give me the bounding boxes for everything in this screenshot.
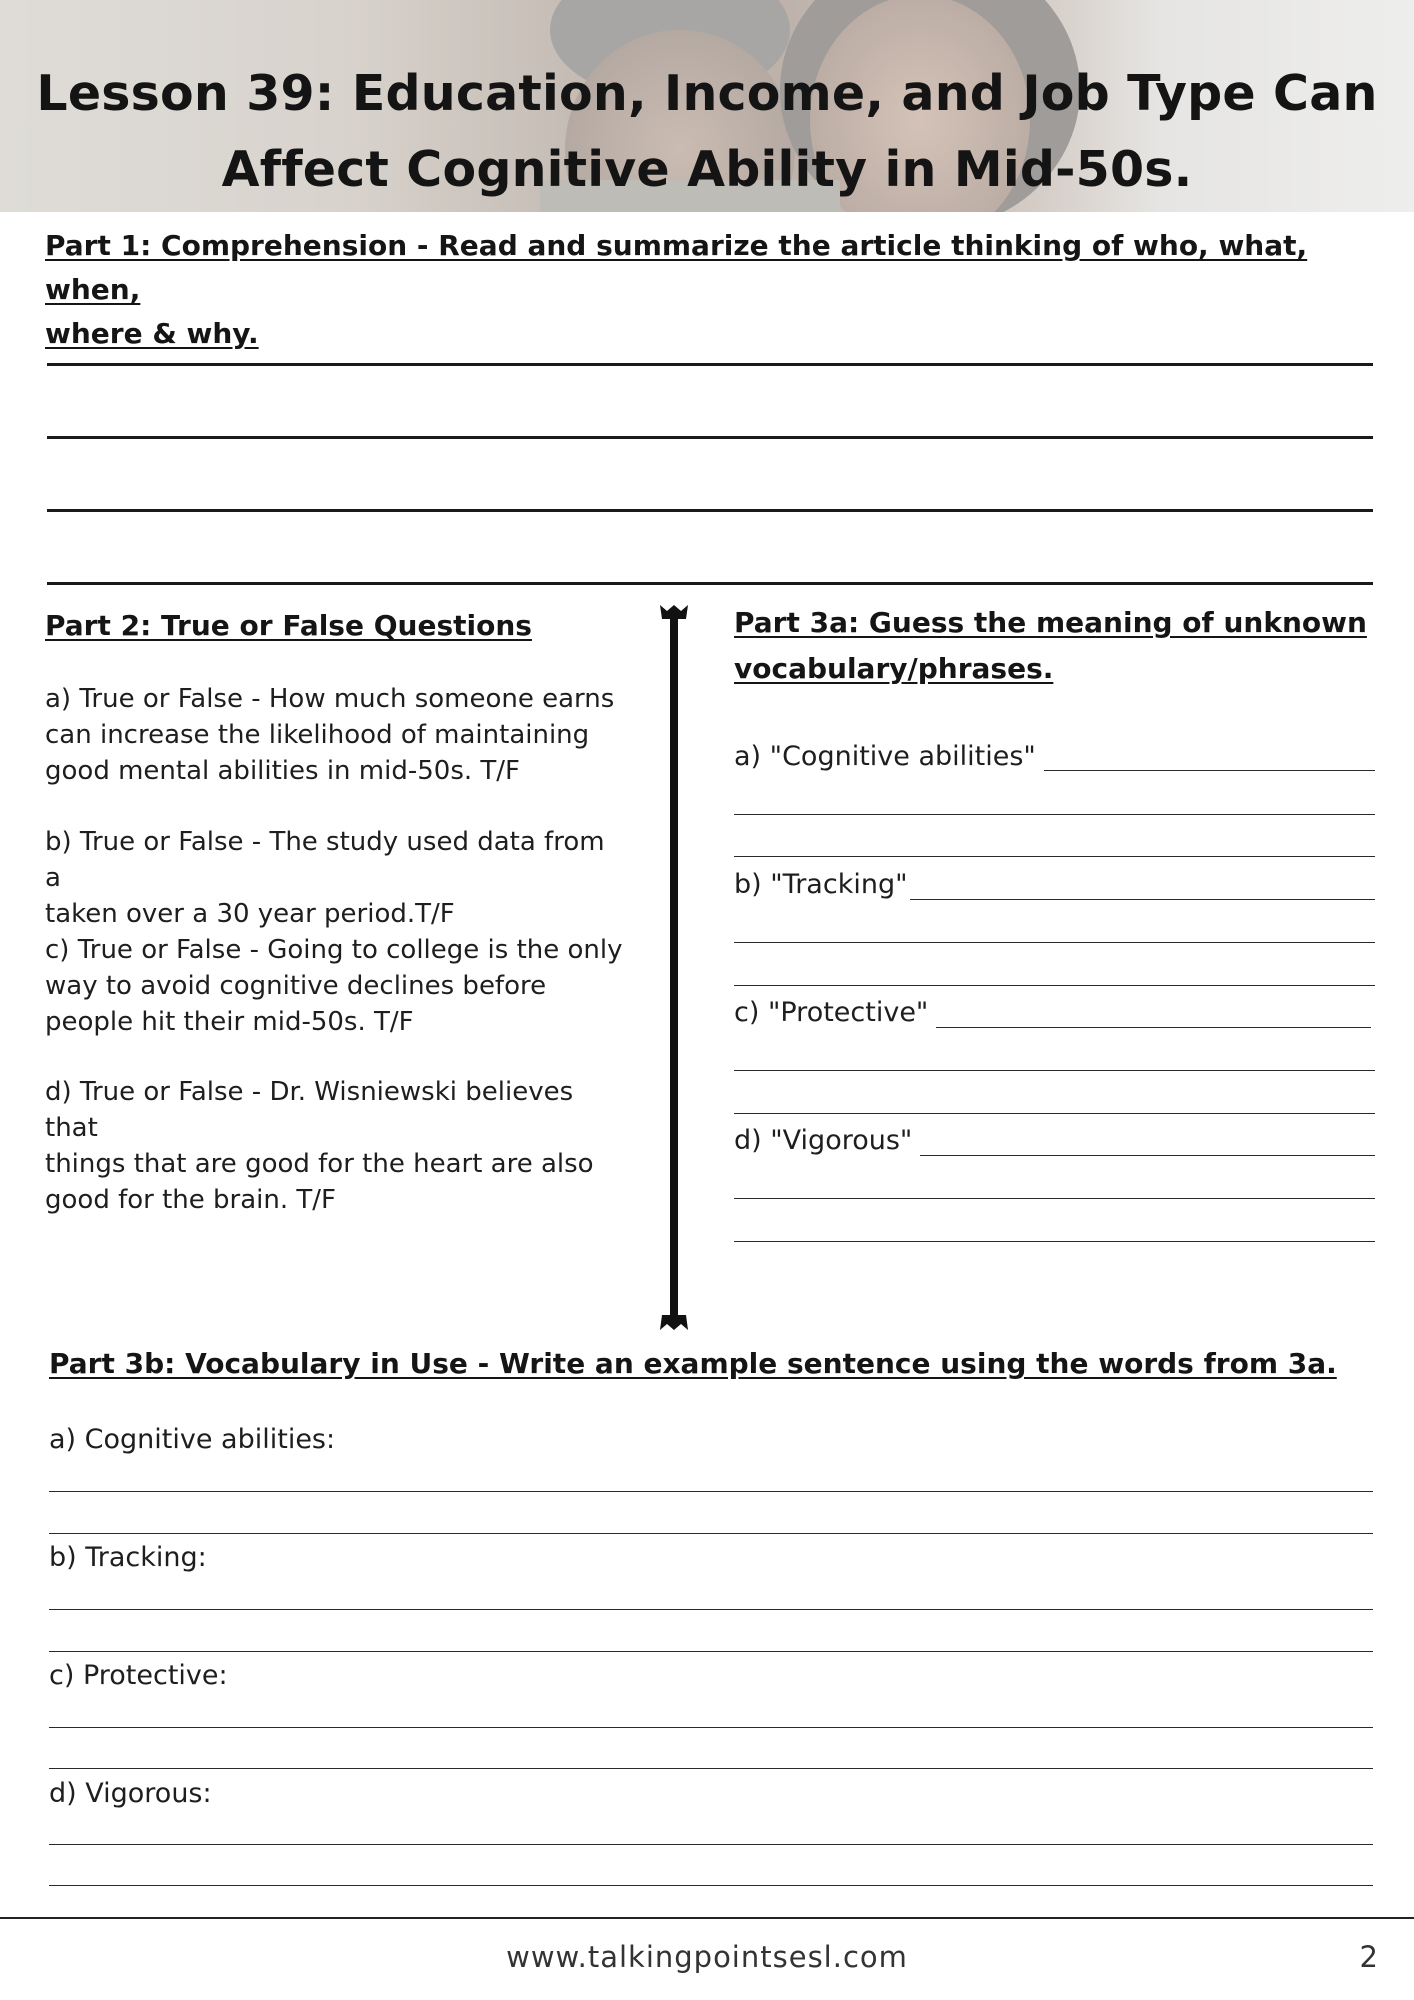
question-text: good mental abilities in mid-50s. T/F: [45, 756, 520, 786]
question-text: way to avoid cognitive declines before: [45, 971, 547, 1001]
answer-line[interactable]: [49, 1844, 1373, 1845]
vocab-sentence-label: b) Tracking:: [49, 1540, 215, 1576]
question-text: a) True or False - How much someone earns: [45, 684, 615, 714]
part1-heading-line-1: Part 1: Comprehension - Read and summarize the article thinking of who, what, when,: [45, 229, 1308, 306]
answer-line[interactable]: [47, 582, 1373, 585]
true-false-question: [45, 824, 625, 932]
page-number: 2: [1359, 1940, 1378, 1974]
part3b-heading: Part 3b: Vocabulary in Use - Write an example sentence using the words from 3a.: [49, 1347, 1337, 1380]
answer-line[interactable]: [734, 1070, 1375, 1071]
vocab-sentence-label: c) Protective:: [49, 1658, 236, 1694]
question-text: good for the brain. T/F: [45, 1185, 336, 1215]
vocab-guess-item: a) "Cognitive abilities": [734, 739, 1044, 775]
answer-line[interactable]: [49, 1491, 1373, 1492]
question-text: people hit their mid-50s. T/F: [45, 1007, 414, 1037]
answer-line[interactable]: [47, 509, 1373, 512]
part2-heading: Part 2: True or False Questions: [45, 609, 532, 642]
true-false-question: [45, 1074, 625, 1218]
vocab-guess-item: d) "Vigorous": [734, 1123, 920, 1159]
vocab-guess-item: c) "Protective": [734, 995, 936, 1031]
true-false-question: [45, 932, 625, 1040]
answer-line[interactable]: [49, 1651, 1373, 1652]
answer-line[interactable]: [49, 1609, 1373, 1610]
part1-heading: [45, 224, 1385, 356]
part3a-heading: [734, 600, 1394, 692]
answer-line[interactable]: [47, 436, 1373, 439]
answer-line[interactable]: [734, 856, 1375, 857]
answer-line[interactable]: [49, 1533, 1373, 1534]
true-false-question: [45, 681, 625, 789]
answer-line[interactable]: [47, 363, 1373, 366]
part3a-heading-line-1: Part 3a: Guess the meaning of unknown: [734, 606, 1367, 639]
answer-line[interactable]: [49, 1885, 1373, 1886]
page-title-line-2: Affect Cognitive Ability in Mid-50s.: [221, 141, 1193, 198]
answer-line[interactable]: [734, 1198, 1375, 1199]
vocab-sentence-label: d) Vigorous:: [49, 1776, 220, 1812]
question-text: b) True or False - The study used data from a: [45, 827, 605, 893]
question-text: can increase the likelihood of maintaining: [45, 720, 590, 750]
answer-line[interactable]: [49, 1768, 1373, 1769]
answer-line[interactable]: [734, 985, 1375, 986]
footer-url: www.talkingpointsesl.com: [506, 1940, 908, 1974]
column-divider: [650, 605, 698, 1330]
part3a-heading-line-2: vocabulary/phrases.: [734, 652, 1054, 685]
page-title: [0, 56, 1414, 208]
question-text: things that are good for the heart are also: [45, 1149, 594, 1179]
question-text: c) True or False - Going to college is the only: [45, 935, 623, 965]
answer-line[interactable]: [734, 1241, 1375, 1242]
answer-line[interactable]: [734, 814, 1375, 815]
page-title-line-1: Lesson 39: Education, Income, and Job Type Can: [36, 65, 1378, 122]
vocab-sentence-label: a) Cognitive abilities:: [49, 1422, 343, 1458]
part1-heading-line-2: where & why.: [45, 317, 259, 350]
answer-line[interactable]: [49, 1727, 1373, 1728]
footer-divider: [0, 1917, 1414, 1919]
vocab-guess-item: b) "Tracking": [734, 867, 910, 903]
answer-line[interactable]: [734, 1113, 1375, 1114]
answer-line[interactable]: [734, 942, 1375, 943]
question-text: d) True or False - Dr. Wisniewski believes that: [45, 1077, 574, 1143]
question-text: taken over a 30 year period.T/F: [45, 899, 455, 929]
